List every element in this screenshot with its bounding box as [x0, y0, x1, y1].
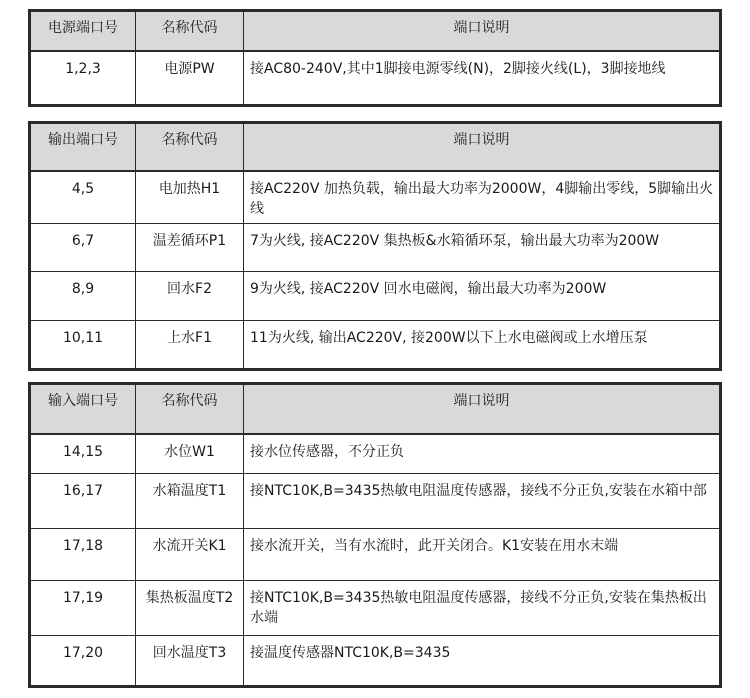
description-cell: 接NTC10K,B=3435热敏电阻温度传感器，接线不分正负,安装在集热板出水端: [244, 581, 721, 636]
table-row: [30, 51, 721, 106]
name-code-cell: 温差循环P1: [136, 224, 244, 272]
table-row: [30, 321, 721, 370]
description-cell: 7为火线, 接AC220V 集热板&水箱循环泵，输出最大功率为200W: [244, 224, 721, 272]
port-number-cell: 14,15: [30, 434, 136, 474]
table-row: [30, 636, 721, 687]
description-cell: 9为火线, 接AC220V 回水电磁阀，输出最大功率为200W: [244, 272, 721, 321]
description-cell: 接AC80-240V,其中1脚接电源零线(N)，2脚接火线(L)，3脚接地线: [244, 51, 721, 106]
name-code-cell: 集热板温度T2: [136, 581, 244, 636]
port-number-cell: 6,7: [30, 224, 136, 272]
name-code-cell: 上水F1: [136, 321, 244, 370]
header-description: 端口说明: [244, 384, 721, 434]
port-number-cell: 8,9: [30, 272, 136, 321]
output-port-table: [28, 121, 722, 371]
description-cell: 接温度传感器NTC10K,B=3435: [244, 636, 721, 687]
table-row: [30, 171, 721, 224]
header-name-code: 名称代码: [136, 384, 244, 434]
table-header-row: [30, 384, 721, 434]
name-code-cell: 电加热H1: [136, 171, 244, 224]
table-row: [30, 272, 721, 321]
description-cell: 接AC220V 加热负载，输出最大功率为2000W，4脚输出零线，5脚输出火线: [244, 171, 721, 224]
header-name-code: 名称代码: [136, 11, 244, 51]
table-header-row: [30, 123, 721, 171]
header-port: 电源端口号: [30, 11, 136, 51]
header-description: 端口说明: [244, 11, 721, 51]
name-code-cell: 水流开关K1: [136, 529, 244, 581]
description-cell: 接水流开关，当有水流时，此开关闭合。K1安装在用水末端: [244, 529, 721, 581]
name-code-cell: 水箱温度T1: [136, 474, 244, 529]
name-code-cell: 回水温度T3: [136, 636, 244, 687]
table-header-row: [30, 11, 721, 51]
power-port-table: [28, 9, 722, 107]
port-number-cell: 17,20: [30, 636, 136, 687]
port-number-cell: 16,17: [30, 474, 136, 529]
name-code-cell: 水位W1: [136, 434, 244, 474]
header-description: 端口说明: [244, 123, 721, 171]
table-row: [30, 529, 721, 581]
port-number-cell: 17,19: [30, 581, 136, 636]
port-number-cell: 17,18: [30, 529, 136, 581]
port-number-cell: 1,2,3: [30, 51, 136, 106]
port-number-cell: 4,5: [30, 171, 136, 224]
port-number-cell: 10,11: [30, 321, 136, 370]
description-cell: 接NTC10K,B=3435热敏电阻温度传感器，接线不分正负,安装在水箱中部: [244, 474, 721, 529]
name-code-cell: 回水F2: [136, 272, 244, 321]
table-row: [30, 581, 721, 636]
table-row: [30, 224, 721, 272]
header-name-code: 名称代码: [136, 123, 244, 171]
table-row: [30, 474, 721, 529]
input-port-table: [28, 382, 722, 688]
header-port: 输入端口号: [30, 384, 136, 434]
description-cell: 11为火线, 输出AC220V, 接200W以下上水电磁阀或上水增压泵: [244, 321, 721, 370]
header-port: 输出端口号: [30, 123, 136, 171]
description-cell: 接水位传感器，不分正负: [244, 434, 721, 474]
name-code-cell: 电源PW: [136, 51, 244, 106]
table-row: [30, 434, 721, 474]
